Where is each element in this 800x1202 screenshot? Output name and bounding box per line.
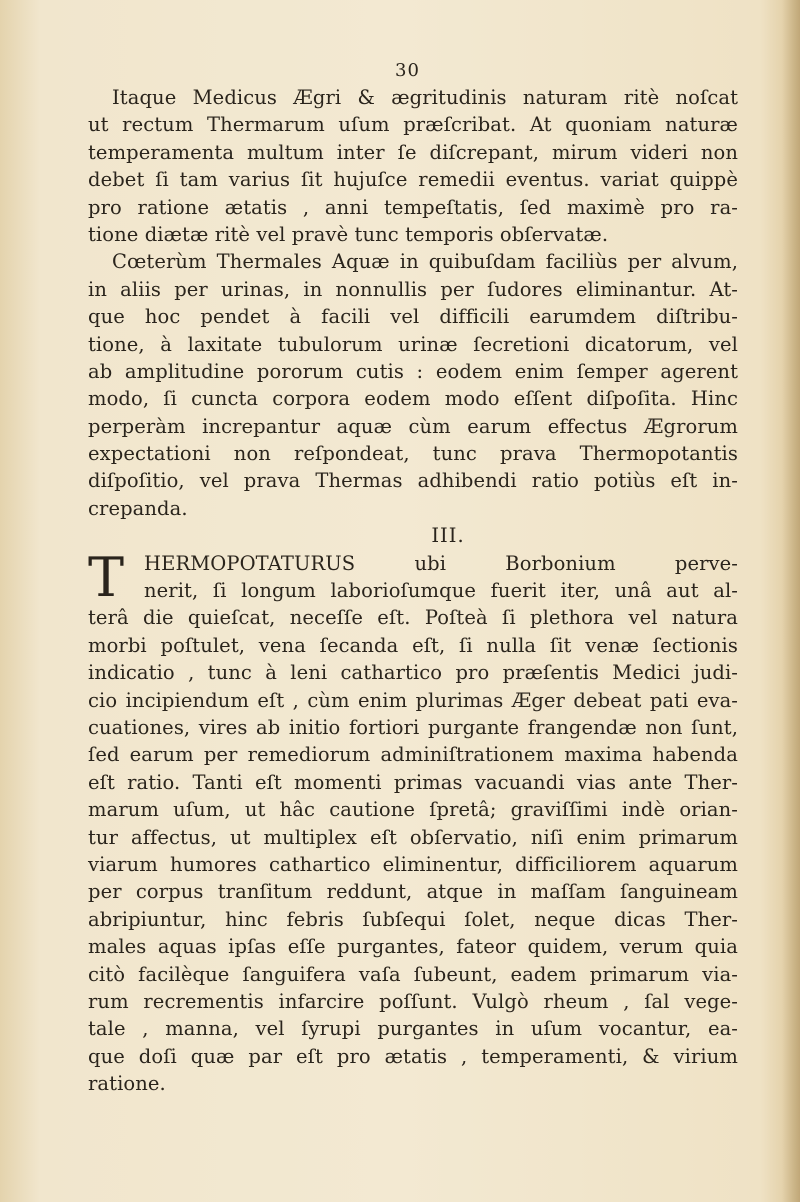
text-line: tale , manna, vel ſyrupi purgantes in uſum vocantur, ea- — [88, 1017, 738, 1041]
text-line: males aquas ipſas eſſe purgantes, fateor quidem, verum quia — [88, 935, 738, 959]
text-line: terâ die quieſcat, neceſſe eſt. Poſteà ſi plethora vel natura — [88, 606, 738, 630]
text-line: perperàm increpantur aquæ cùm earum effectus Ægrorum — [88, 414, 738, 438]
text-line: HERMOPOTATURUS ubi Borbonium perve- — [144, 551, 738, 575]
text-line: Cœterùm Thermales Aquæ in quibuſdam faciliùs per alvum, — [112, 250, 738, 274]
section-heading: III. — [431, 524, 465, 548]
text-line: que hoc pendet à facili vel difficili earumdem diſtribu- — [88, 305, 738, 329]
text-line: ab amplitudine pororum cutis : eodem enim ſemper agerent — [88, 359, 738, 383]
page-edge-shadow — [782, 0, 800, 1202]
text-line: nerit, ſi longum laborioſumque fuerit iter, unâ aut al- — [144, 579, 738, 603]
page-number: 30 — [395, 60, 420, 81]
text-line: debet ſi tam varius ſit hujuſce remedii eventus. variat quippè — [88, 168, 738, 192]
text-line: rum recrementis infarcire poſſunt. Vulgò rheum , ſal vege- — [88, 989, 738, 1013]
text-line: tur affectus, ut multiplex eſt obſervatio, niſi enim primarum — [88, 825, 738, 849]
text-line: cuationes, vires ab initio fortiori purgante frangendæ non ſunt, — [88, 715, 738, 739]
page-text — [88, 84, 738, 1097]
text-line: tione diætæ ritè vel pravè tunc temporis obſervatæ. — [88, 222, 609, 246]
text-line: expectationi non reſpondeat, tunc prava Thermopotantis — [88, 442, 738, 466]
text-line: Itaque Medicus Ægri & ægritudinis naturam ritè noſcat — [112, 86, 738, 109]
text-line: morbi poſtulet, vena ſecanda eſt, ſi nulla ſit venæ ſectionis — [88, 633, 738, 657]
text-line: cio incipiendum eſt , cùm enim plurimas Æger debeat pati eva- — [88, 688, 738, 712]
text-line: crepanda. — [88, 496, 188, 520]
text-line: tione, à laxitate tubulorum urinæ ſecretioni dicatorum, vel — [88, 332, 738, 356]
text-line: diſpoſitio, vel prava Thermas adhibendi ratio potiùs eſt in- — [88, 469, 738, 493]
text-line: abripiuntur, hinc febris ſubſequi ſolet, neque dicas Ther- — [88, 907, 738, 931]
drop-cap: T — [88, 545, 125, 609]
text-line: viarum humores cathartico eliminentur, difficiliorem aquarum — [88, 852, 738, 876]
drop-cap-paragraph-start — [88, 545, 738, 609]
text-line: ut rectum Thermarum uſum præſcribat. At quoniam naturæ — [88, 113, 738, 137]
text-line: marum uſum, ut hâc cautione ſpretâ; graviſſimi indè orian- — [88, 798, 738, 822]
text-line: que doſi quæ par eſt pro ætatis , temperamenti, & virium — [88, 1044, 738, 1068]
text-line: temperamenta multum inter ſe diſcrepant, mirum videri non — [88, 140, 738, 164]
text-line: in aliis per urinas, in nonnullis per ſudores eliminantur. At- — [88, 277, 738, 301]
text-line: citò facilèque ſanguifera vaſa ſubeunt, eadem primarum via- — [88, 962, 738, 986]
text-line: pro ratione ætatis , anni tempeſtatis, ſed maximè pro ra- — [88, 195, 738, 219]
text-line: per corpus tranſitum reddunt, atque in maſſam ſanguineam — [88, 880, 738, 904]
text-line: indicatio , tunc à leni cathartico pro præſentis Medici judi- — [88, 661, 738, 685]
text-line: ſed earum per remediorum adminiſtrationem maxima habenda — [88, 743, 738, 767]
text-line: modo, ſi cuncta corpora eodem modo eſſent diſpoſita. Hinc — [88, 387, 738, 411]
text-line: ratione. — [88, 1072, 166, 1096]
text-line: eſt ratio. Tanti eſt momenti primas vacuandi vias ante Ther- — [88, 770, 738, 794]
